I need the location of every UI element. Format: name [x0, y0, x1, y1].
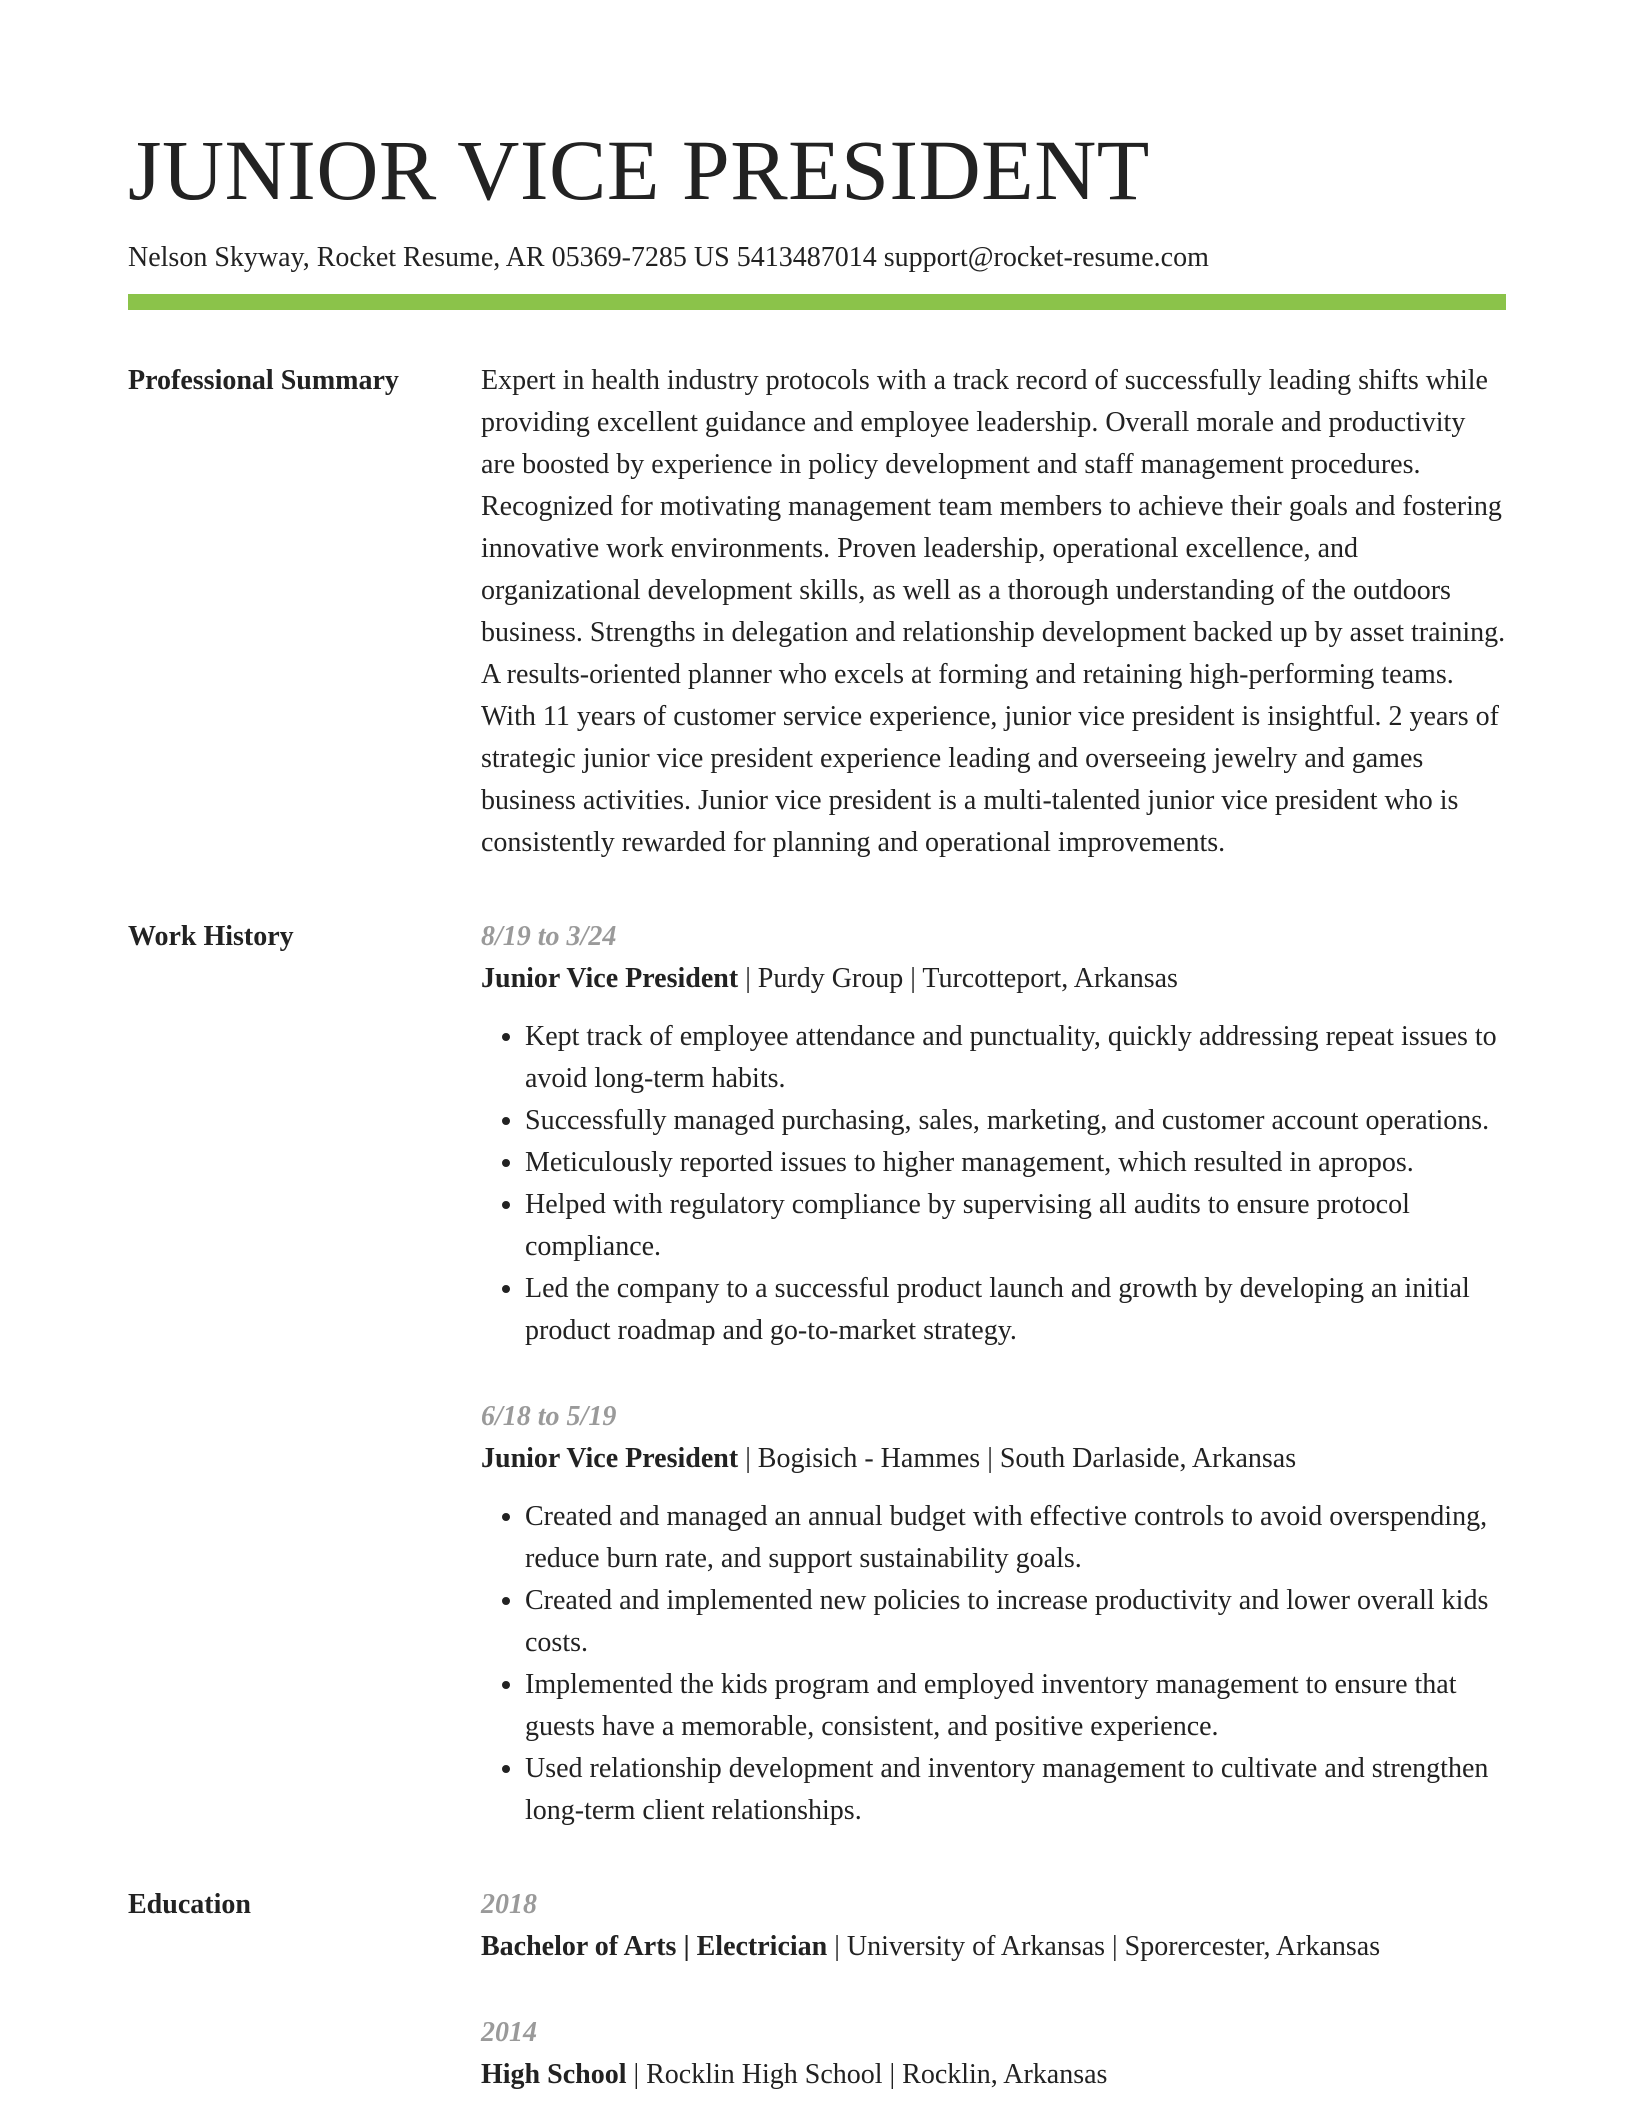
job-bullet: • Successfully managed purchasing, sales, marketing, and customer account operations.	[525, 1100, 1506, 1142]
job-entry	[481, 916, 1506, 1352]
education-heading: Education	[128, 1889, 251, 1920]
phone-text: 5413487014	[736, 242, 877, 273]
job-dates: 8/19 to 3/24	[481, 921, 617, 952]
education-line	[481, 2054, 1506, 2096]
job-bullet: • Created and implemented new policies to increase productivity and lower overall kids costs.	[525, 1580, 1506, 1664]
job-bullet: • Meticulously reported issues to higher management, which resulted in apropos.	[525, 1142, 1506, 1184]
summary-heading: Professional Summary	[128, 365, 399, 396]
job-title-line	[481, 1438, 1506, 1480]
job-bullets	[481, 1016, 1506, 1352]
job-entry	[481, 1396, 1506, 1832]
education-year: 2014	[481, 2017, 537, 2048]
address-text: Nelson Skyway, Rocket Resume, AR 05369-7285 US	[128, 242, 730, 273]
resume-title: JUNIOR VICE PRESIDENT	[128, 122, 1150, 218]
education-line	[481, 1926, 1506, 1968]
job-details: | Purdy Group | Turcotteport, Arkansas	[738, 963, 1178, 994]
school-details: | University of Arkansas | Sporercester, Arkansas	[827, 1931, 1381, 1962]
resume-page	[128, 120, 1506, 2096]
degree-title: High School	[481, 2059, 627, 2090]
job-bullet: • Kept track of employee attendance and punctuality, quickly addressing repeat issues to avoid long-term habits.	[525, 1016, 1506, 1100]
school-details: | Rocklin High School | Rocklin, Arkansas	[626, 2059, 1108, 2090]
job-bullets	[481, 1496, 1506, 1832]
education-content	[481, 1884, 1506, 2096]
accent-divider	[128, 294, 1506, 310]
summary-section	[128, 360, 1506, 864]
email-link[interactable]: support@rocket-resume.com	[883, 242, 1209, 273]
job-bullet: • Created and managed an annual budget with effective controls to avoid overspending, reduce burn rate, and support sustainability goals.	[525, 1496, 1506, 1580]
education-year: 2018	[481, 1889, 537, 1920]
job-dates: 6/18 to 5/19	[481, 1401, 617, 1432]
job-details: | Bogisich - Hammes | South Darlaside, Arkansas	[738, 1443, 1297, 1474]
work-history-content	[481, 916, 1506, 1832]
job-title-line	[481, 958, 1506, 1000]
job-title: Junior Vice President	[481, 1443, 739, 1474]
job-bullet: • Implemented the kids program and employed inventory management to ensure that guests have a memorable, consistent, and positive experience.	[525, 1664, 1506, 1748]
education-entry	[481, 2012, 1506, 2096]
job-bullet: • Helped with regulatory compliance by supervising all audits to ensure protocol compliance.	[525, 1184, 1506, 1268]
job-title: Junior Vice President	[481, 963, 739, 994]
contact-line	[128, 240, 1506, 276]
job-bullet: • Led the company to a successful product launch and growth by developing an initial product roadmap and go-to-market strategy.	[525, 1268, 1506, 1352]
work-history-section	[128, 916, 1506, 1832]
summary-paragraph: Expert in health industry protocols with a track record of successfully leading shifts while providing excellent guidance and employee leadership. Overall morale and productivity are boosted by experience in policy development and staff management procedures. Recognized for motivating management team members to achieve their goals and fostering innovative work environments. Proven leadership, operational excellence, and organizational development skills, as well as a thorough understanding of the outdoors business. Strengths in delegation and relationship development backed up by asset training. A results-oriented planner who excels at forming and retaining high-performing teams. With 11 years of customer service experience, junior vice president is insightful. 2 years of strategic junior vice president experience leading and overseeing jewelry and games business activities. Junior vice president is a multi-talented junior vice president who is consistently rewarded for planning and operational improvements.	[481, 365, 1506, 858]
education-section	[128, 1884, 1506, 2096]
work-history-heading: Work History	[128, 921, 294, 952]
education-entry	[481, 1884, 1506, 1968]
degree-title: Bachelor of Arts | Electrician	[481, 1931, 828, 1962]
job-bullet: • Used relationship development and inventory management to cultivate and strengthen long-term client relationships.	[525, 1748, 1506, 1832]
summary-content	[481, 360, 1506, 864]
